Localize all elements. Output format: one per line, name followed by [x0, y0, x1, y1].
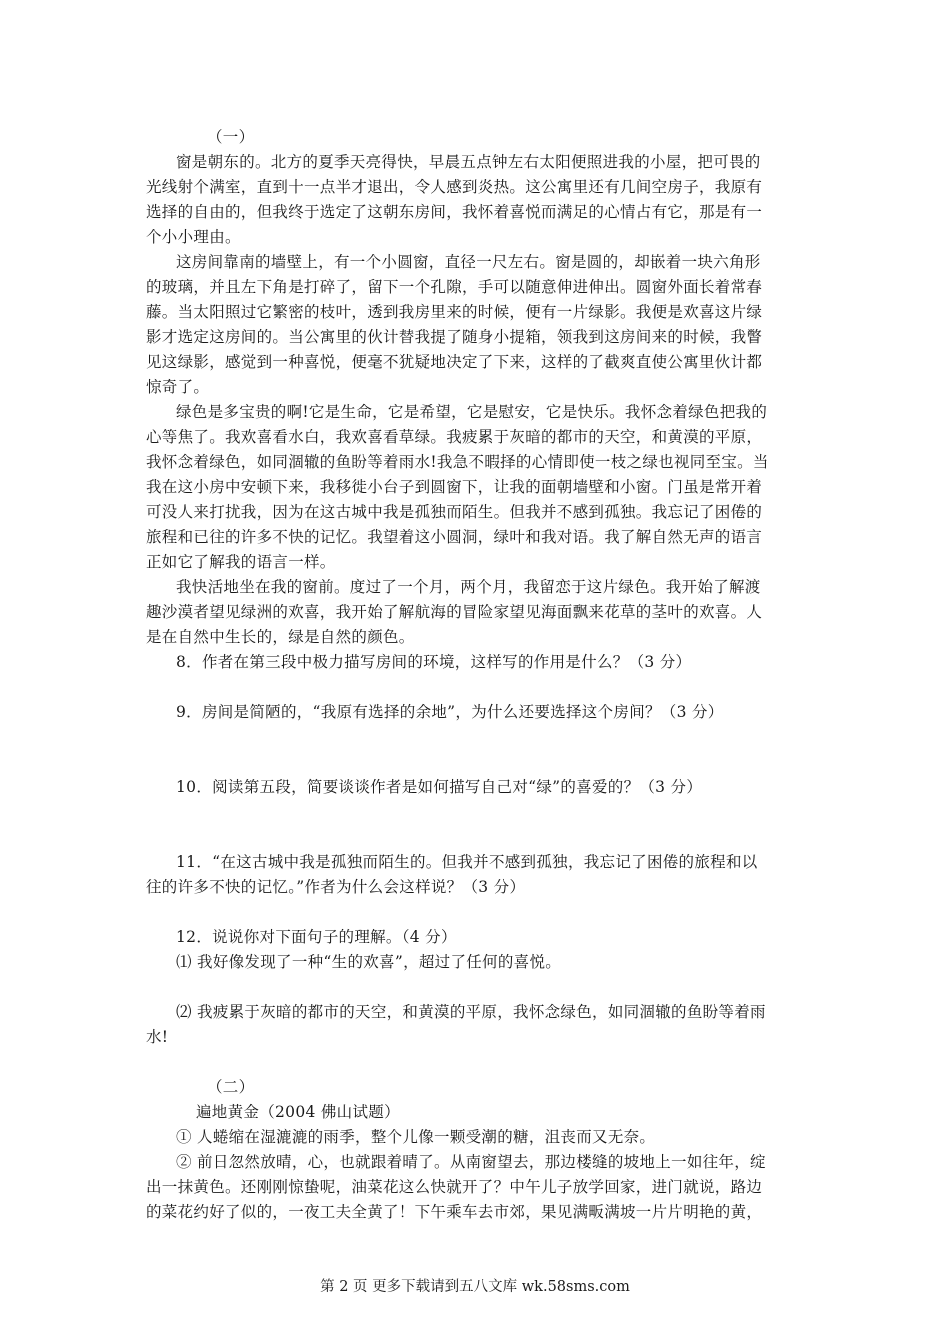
- question-12-title: 12．说说你对下面句子的理解。（4 分）: [176, 928, 457, 946]
- paragraph-line: 惊奇了。: [146, 378, 210, 396]
- question-11-line: 往的许多不快的记忆。”作者为什么会这样说？（3 分）: [146, 878, 526, 896]
- paragraph-line: 趣沙漠者望见绿洲的欢喜，我开始了解航海的冒险家望见海面飘来花草的茎叶的欢喜。人: [146, 603, 763, 621]
- page-footer: 第 2 页 更多下载请到五八文库 wk.58sms.com: [320, 1279, 630, 1295]
- question-11-line: 11．“在这古城中我是孤独而陌生的。但我并不感到孤独，我忘记了困倦的旅程和以: [176, 853, 758, 871]
- paragraph-line: 旅程和已往的许多不快的记忆。我望着这小圆洞，绿叶和我对语。我了解自然无声的语言: [146, 528, 763, 546]
- paragraph-line: 正如它了解我的语言一样。: [146, 553, 336, 571]
- paragraph-line: 窗是朝东的。北方的夏季天亮得快，早晨五点钟左右太阳便照进我的小屋，把可畏的: [176, 153, 761, 171]
- question-10: 10．阅读第五段，简要谈谈作者是如何描写自己对“绿”的喜爱的？（3 分）: [176, 778, 703, 796]
- paragraph-line: 这房间靠南的墙壁上，有一个小圆窗，直径一尺左右。窗是圆的，却嵌着一块六角形: [176, 253, 761, 271]
- paragraph-line: 光线射个满室，直到十一点半才退出，令人感到炎热。这公寓里还有几间空房子，我原有: [146, 178, 763, 196]
- paragraph-line: 我在这小房中安顿下来，我移徙小台子到圆窗下，让我的面朝墙壁和小窗。门虽是常开着: [146, 478, 763, 496]
- paragraph-line: 我快活地坐在我的窗前。度过了一个月，两个月，我留恋于这片绿色。我开始了解渡: [176, 578, 761, 596]
- question-12-item-1: ⑴ 我好像发现了一种“生的欢喜”，超过了任何的喜悦。: [176, 953, 562, 971]
- paragraph-line: 选择的自由的，但我终于选定了这朝东房间，我怀着喜悦而满足的心情占有它，那是有一: [146, 203, 763, 221]
- article-paragraph-2-line: 出一抹黄色。还刚刚惊蛰呢，油菜花这么快就开了？中午儿子放学回家，进门就说，路边: [146, 1178, 763, 1196]
- paragraph-line: 绿色是多宝贵的啊!它是生命，它是希望，它是慰安，它是快乐。我怀念着绿色把我的: [176, 403, 768, 421]
- paragraph-line: 我怀念着绿色，如同涸辙的鱼盼等着雨水!我急不暇择的心情即使一枝之绿也视同至宝。当: [146, 453, 769, 471]
- paragraph-line: 是在自然中生长的，绿是自然的颜色。: [146, 628, 415, 646]
- article-title: 遍地黄金（2004 佛山试题）: [196, 1103, 400, 1121]
- article-paragraph-2-line: 的菜花约好了似的，一夜工夫全黄了！下午乘车去市郊，果见满畈满坡一片片明艳的黄，: [146, 1203, 763, 1221]
- paragraph-line: 藤。当太阳照过它繁密的枝叶，透到我房里来的时候，便有一片绿影。我便是欢喜这片绿: [146, 303, 763, 321]
- section-2-heading: （二）: [207, 1078, 255, 1096]
- section-1-heading: （一）: [207, 128, 255, 146]
- question-12-item-2-line: ⑵ 我疲累于灰暗的都市的天空，和黄漠的平原，我怀念绿色，如同涸辙的鱼盼等着雨: [176, 1003, 766, 1021]
- paragraph-line: 个小小理由。: [146, 228, 241, 246]
- article-paragraph-2-line: ② 前日忽然放晴，心，也就跟着晴了。从南窗望去，那边楼缝的坡地上一如往年，绽: [176, 1153, 766, 1171]
- paragraph-line: 的玻璃，并且左下角是打碎了，留下一个孔隙，手可以随意伸进伸出。圆窗外面长着常春: [146, 278, 763, 296]
- paragraph-line: 见这绿影，感觉到一种喜悦，便毫不犹疑地决定了下来，这样的了截爽直使公寓里伙计都: [146, 353, 763, 371]
- question-9: 9．房间是简陋的，“我原有选择的余地”，为什么还要选择这个房间？（3 分）: [176, 703, 724, 721]
- question-8: 8．作者在第三段中极力描写房间的环境，这样写的作用是什么？（3 分）: [176, 653, 692, 671]
- paragraph-line: 影才选定这房间的。当公寓里的伙计替我提了随身小提箱，领我到这房间来的时候，我瞥: [146, 328, 763, 346]
- question-12-item-2-line: 水!: [146, 1028, 169, 1046]
- paragraph-line: 心等焦了。我欢喜看水白，我欢喜看草绿。我疲累于灰暗的都市的天空，和黄漠的平原，: [146, 428, 763, 446]
- paragraph-line: 可没人来打扰我，因为在这古城中我是孤独而陌生。但我并不感到孤独。我忘记了困倦的: [146, 503, 763, 521]
- article-paragraph-1: ① 人蜷缩在湿漉漉的雨季，整个儿像一颗受潮的糖，沮丧而又无奈。: [176, 1128, 656, 1146]
